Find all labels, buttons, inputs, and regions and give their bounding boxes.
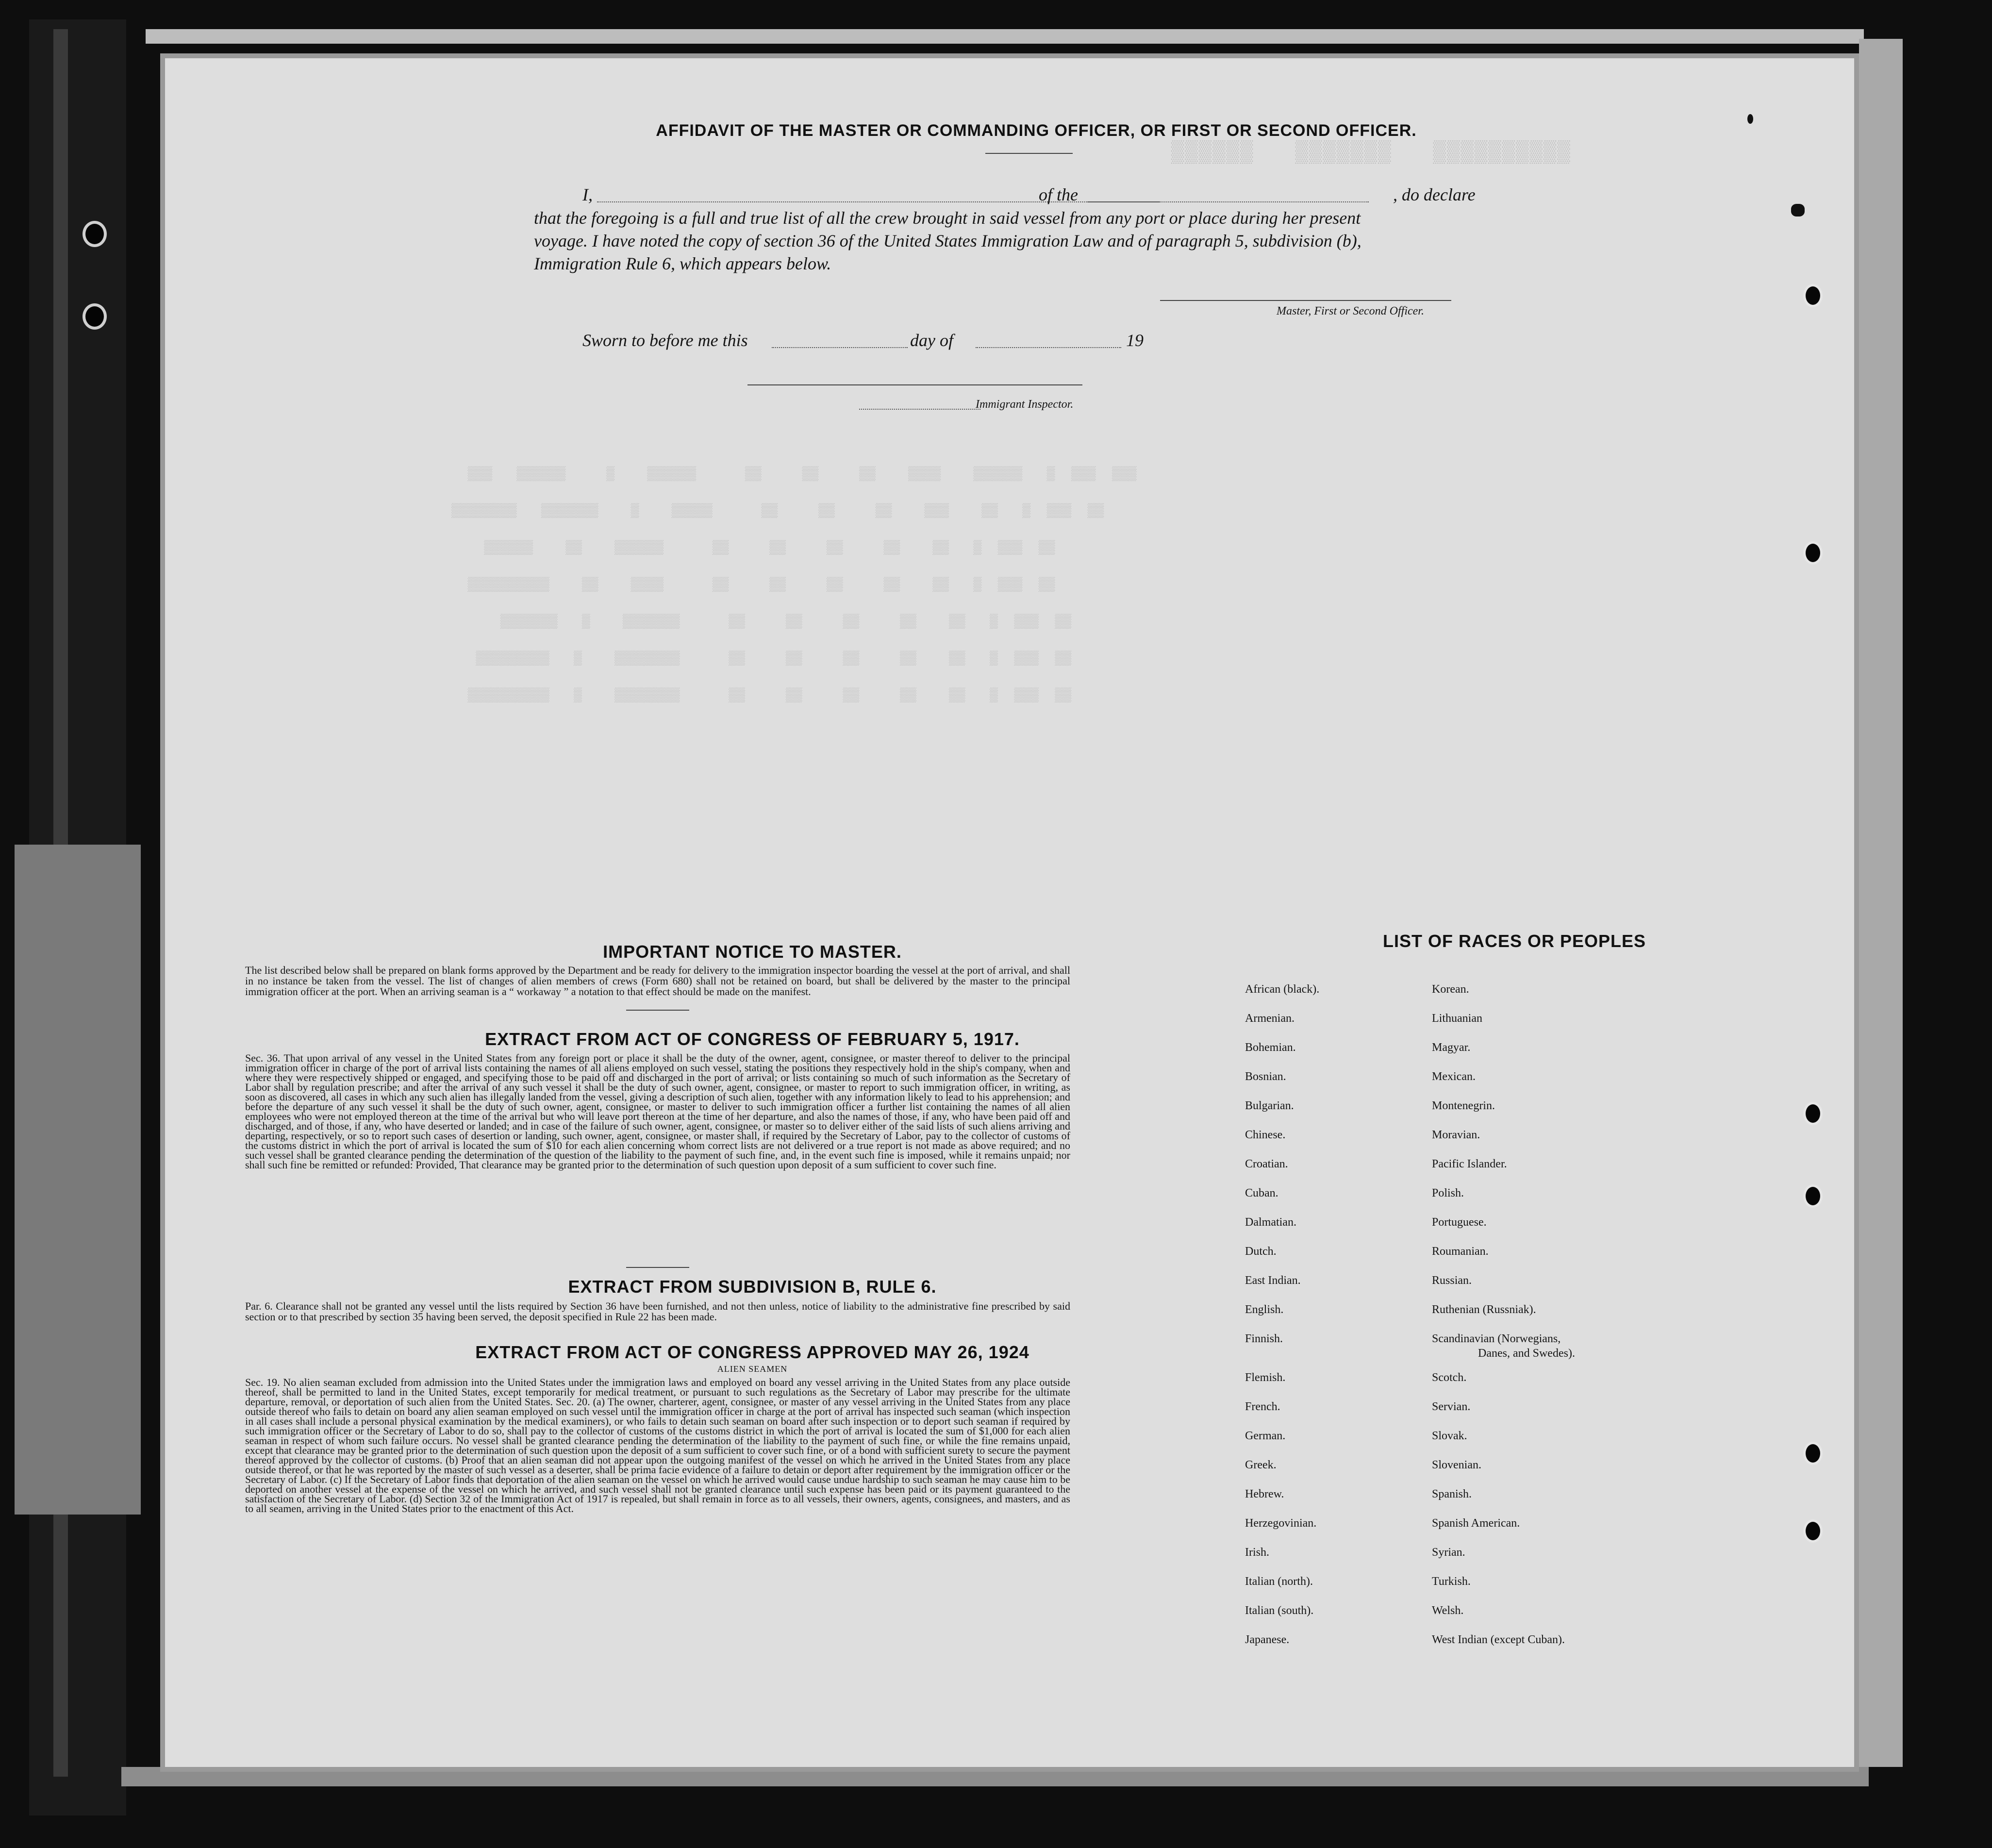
sworn-month-field[interactable] <box>976 347 1121 348</box>
race-left: Japanese. <box>1245 1633 1290 1646</box>
race-right: Moravian. <box>1432 1129 1480 1141</box>
race-right: West Indian (except Cuban). <box>1432 1633 1565 1646</box>
punch-hole-icon <box>1803 541 1823 565</box>
race-left: Irish. <box>1245 1546 1269 1559</box>
extract-1917-text: Sec. 36. That upon arrival of any vessel in the United States from any foreign port or place it shall be the duty of the owner, agent, consignee, or master thereof to deliver to the principal immigration officer in charge of the port of arrival lists containing the names of all aliens employed on such vessel, stating the positions they respectively hold in the ship's company, when and where they were respectively shipped or engaged, and specifying those to be paid off and discharged in the port of arrival; or lists containing so much of such information as the Secretary of Labor shall by regulation prescribe; and after the arrival of any such vessel it shall be the duty of such owner, agent, consignee, or master to report to such immigration officer, in writing, as soon as discovered, all cases in which any such alien has illegally landed from the vessel, giving a description of such alien, together with any information likely to lead to his apprehension; and before the departure of any such vessel it shall be the duty of such owner, agent, consignee, or master to deliver to such immigration officer a further list containing the names of all alien employees who were not employed thereon at the time of the arrival but who will leave port thereon at the time of her departure, and also the names of those, if any, who have been paid off and discharged, and of those, if any, who have deserted or landed; and in case of the failure of such owner, agent, consignee, or master so to deliver either of the said lists of such aliens arriving and departing, respectively, or so to report such cases of desertion or landing, such owner, agent, consignee, or master shall, if required by the Secretary of Labor, pay to the collector of customs of the customs district in which the port of arrival is located the sum of $10 for each alien concerning whom correct lists are not delivered or a true report is not made as above required; and no such vessel shall be granted clearance pending the determination of the question of the liability to the payment of such fine, and, in the event such fine is imposed, while it remains unpaid; nor shall such fine be remitted or refunded: Provided, That clearance may be granted prior to the determination of such question upon deposit of a sum sufficient to cover such fine. <box>245 1052 1070 1171</box>
punch-hole-icon <box>1803 284 1823 307</box>
race-right: Pacific Islander. <box>1432 1158 1507 1170</box>
races-list <box>1245 983 1779 1701</box>
binder-hole-icon <box>83 221 107 247</box>
race-right: Spanish American. <box>1432 1517 1520 1530</box>
race-left: Greek. <box>1245 1459 1277 1471</box>
races-title: LIST OF RACES OR PEOPLES <box>1382 931 1646 951</box>
extract-1917-title: EXTRACT FROM ACT OF CONGRESS OF FEBRUARY 5, 1917. <box>485 1029 1020 1049</box>
race-left: Croatian. <box>1245 1158 1288 1170</box>
notice-text: The list described below shall be prepared on blank forms approved by the Department and be ready for delivery to the immigration inspector boarding the vessel at the port of arrival, and shall in no instance be taken from the vessel. The list of changes of alien members of crews (Form 680) shall not be retained on board, but shall be delivered by the master to the principal immigration officer at the port. When an arriving seaman is a “ workaway ” a notation to that effect should be made on the manifest. <box>245 964 1070 998</box>
master-signature-line[interactable] <box>1160 300 1451 301</box>
race-left: Dutch. <box>1245 1245 1277 1258</box>
race-right: Mexican. <box>1432 1070 1476 1083</box>
year-label: 19 <box>1126 331 1144 350</box>
race-right: Slovak. <box>1432 1430 1467 1442</box>
master-caption: Master, First or Second Officer. <box>1277 305 1424 317</box>
affidavit-title: AFFIDAVIT OF THE MASTER OR COMMANDING OFFICER, OR FIRST OR SECOND OFFICER. <box>656 121 1417 140</box>
affidavit-line-4: Immigration Rule 6, which appears below. <box>534 254 831 273</box>
sheet-edge <box>1859 39 1903 1767</box>
race-left: Hebrew. <box>1245 1488 1284 1500</box>
race-right: Welsh. <box>1432 1604 1464 1617</box>
race-left: Italian (south). <box>1245 1604 1314 1617</box>
race-right-continued: Danes, and Swedes). <box>1478 1347 1575 1360</box>
race-right: Slovenian. <box>1432 1459 1481 1471</box>
extract-rule6-title: EXTRACT FROM SUBDIVISION B, RULE 6. <box>568 1277 937 1297</box>
race-right: Lithuanian <box>1432 1012 1482 1025</box>
punch-hole-icon <box>1803 1184 1823 1208</box>
race-left: Italian (north). <box>1245 1575 1313 1588</box>
extract-1924-subtitle: ALIEN SEAMEN <box>717 1364 788 1374</box>
sworn-label: Sworn to before me this <box>582 331 748 350</box>
race-right: Turkish. <box>1432 1575 1471 1588</box>
race-right: Scotch. <box>1432 1371 1467 1384</box>
notice-title: IMPORTANT NOTICE TO MASTER. <box>603 942 902 962</box>
race-right: Montenegrin. <box>1432 1099 1495 1112</box>
manifest-page <box>160 53 1859 1772</box>
sworn-day-field[interactable] <box>772 347 908 348</box>
title-underline <box>985 153 1073 154</box>
race-left: African (black). <box>1245 983 1320 996</box>
race-left: English. <box>1245 1303 1284 1316</box>
extract-rule6-text: Par. 6. Clearance shall not be granted any vessel until the lists required by Section 36 have been furnished, and not then unless, notice of liability to the administrative fine prescribed by said section or to that prescribed by section 35 having been served, the deposit specified in Rule 22 has been made. <box>245 1300 1070 1323</box>
race-left: Bosnian. <box>1245 1070 1286 1083</box>
separator <box>626 1267 689 1268</box>
affidavit-i: I, <box>582 185 593 204</box>
day-of-label: day of <box>910 331 953 350</box>
race-right: Spanish. <box>1432 1488 1472 1500</box>
race-left: East Indian. <box>1245 1274 1301 1287</box>
race-right: Korean. <box>1432 983 1469 996</box>
separator <box>626 1010 689 1011</box>
sheet-edge <box>15 845 141 1515</box>
sheet-edge <box>146 29 1864 44</box>
punch-hole-icon <box>1803 1442 1823 1465</box>
race-right: Syrian. <box>1432 1546 1465 1559</box>
race-left: German. <box>1245 1430 1286 1442</box>
race-left: Armenian. <box>1245 1012 1295 1025</box>
race-right: Scandinavian (Norwegians, <box>1432 1332 1561 1345</box>
extract-1924-text: Sec. 19. No alien seaman excluded from admission into the United States under the immigration laws and employed on board any vessel arriving in the United States from any place outside thereof, shall be permitted to land in the United States, except temporarily for medical treatment, or pursuant to such regulations as the Secretary of Labor may prescribe for the ultimate departure, removal, or deportation of such alien from the United States. Sec. 20. (a) The owner, charterer, agent, consignee, or master of any vessel arriving in the United States from any place outside thereof who fails to detain on board any alien seaman employed on such vessel until the immigration officer in charge at the port of arrival has inspected such seaman (which inspection in all cases shall include a personal physical examination by the medical examiners), or who fails to detain such seaman on board after such inspection or to deport such seaman if required by such immigration officer or the Secretary of Labor to do so, shall pay to the collector of customs of the customs district in which the port of arrival is located the sum of $1,000 for each alien seaman in respect of whom such failure occurs. No vessel shall be granted clearance pending the determination of the liability to the payment of such fine, or while the fine remains unpaid, except that clearance may be granted prior to the determination of such question upon the deposit of a sum sufficient to cover such fine, or of a bond with sufficient surety to secure the payment thereof approved by the collector of customs. (b) Proof that an alien seaman did not appear upon the outgoing manifest of the vessel on which he arrived in the United States from any place outside thereof, or that he was reported by the master of such vessel as a deserter, shall be prima facie evidence of a failure to detain or deport after requirement by the immigration officer or the Secretary of Labor. (c) If the Secretary of Labor finds that deportation of the alien seaman on the vessel on which he arrived would cause undue hardship to such seaman he may cause him to be deported on another vessel at the expense of the vessel on which he arrived, and such vessel shall not be granted clearance until such expense has been paid or its payment guaranteed to the satisfaction of the Secretary of Labor. (d) Section 32 of the Immigration Act of 1917 is repealed, but shall remain in force as to all vessels, their owners, agents, consignees, and masters, and as to all seamen, arriving in the United States prior to the enactment of this Act. <box>245 1376 1070 1515</box>
race-right: Ruthenian (Russniak). <box>1432 1303 1536 1316</box>
race-left: Bohemian. <box>1245 1041 1296 1054</box>
race-right: Magyar. <box>1432 1041 1471 1054</box>
race-left: Chinese. <box>1245 1129 1286 1141</box>
affidavit-line-2: that the foregoing is a full and true list of all the crew brought in said vessel from any port or place during her present <box>534 208 1361 228</box>
race-left: Flemish. <box>1245 1371 1286 1384</box>
ink-mark <box>1791 204 1805 216</box>
race-left: Dalmatian. <box>1245 1216 1296 1229</box>
race-left: Finnish. <box>1245 1332 1283 1345</box>
race-left: Bulgarian. <box>1245 1099 1294 1112</box>
affidavit-of-the: of the <box>1039 185 1078 204</box>
bleed-through-rows: ▒▒▒ ▒▒▒▒▒▒ ▒ ▒▒▒▒▒▒ ▒▒ ▒▒ ▒▒ ▒▒▒▒ ▒▒▒▒▒▒ ▒ ▒▒▒ ▒▒▒ ▒▒▒▒▒▒▒▒ ▒▒▒▒▒▒▒ ▒ ▒▒▒▒▒ ▒▒ ▒▒ ▒▒ ▒▒▒ ▒▒ ▒ ▒▒▒ ▒▒ ▒▒▒▒▒▒ ▒▒ ▒▒▒▒▒▒ ▒▒ ▒▒ ▒▒ ▒▒ ▒▒ ▒ ▒▒▒ ▒▒ ▒▒▒▒▒▒▒▒▒▒ ▒▒ ▒▒▒▒ ▒▒ ▒▒ ▒▒ ▒▒ ▒▒ ▒ ▒▒▒ ▒▒ ▒▒▒▒▒▒▒ ▒ ▒▒▒▒▒▒▒ ▒▒ ▒▒ ▒▒ ▒▒ ▒▒ ▒ ▒▒▒ ▒▒ ▒▒▒▒▒▒▒▒▒ ▒ ▒▒▒▒▒▒▒▒ ▒▒ ▒▒ ▒▒ ▒▒ ▒▒ ▒ ▒▒▒ ▒▒ ▒▒▒▒▒▒▒▒▒▒ ▒ ▒▒▒▒▒▒▒▒ ▒▒ ▒▒ ▒▒ ▒▒ ▒▒ ▒ ▒▒▒ ▒▒ <box>451 467 1137 703</box>
race-right: Servian. <box>1432 1400 1471 1413</box>
extract-1924-title: EXTRACT FROM ACT OF CONGRESS APPROVED MAY 26, 1924 <box>475 1342 1029 1362</box>
binder-hole-icon <box>83 303 107 330</box>
race-left: Cuban. <box>1245 1187 1278 1199</box>
race-left: Herzegovinian. <box>1245 1517 1317 1530</box>
inspector-caption: Immigrant Inspector. <box>976 398 1074 411</box>
bleed-through-text: ▒▒▒▒▒▒ ▒▒▒▒▒▒▒ ▒▒▒▒▒▒▒▒▒▒ <box>937 141 1571 165</box>
punch-hole-icon <box>1803 1519 1823 1543</box>
race-left: French. <box>1245 1400 1280 1413</box>
vessel-name-field[interactable] <box>1087 201 1369 202</box>
ink-mark <box>1747 114 1753 124</box>
race-right: Roumanian. <box>1432 1245 1489 1258</box>
race-right: Portuguese. <box>1432 1216 1487 1229</box>
inspector-signature-line[interactable] <box>747 384 1082 385</box>
race-right: Polish. <box>1432 1187 1464 1199</box>
race-right: Russian. <box>1432 1274 1472 1287</box>
inspector-line-short <box>859 409 980 410</box>
punch-hole-icon <box>1803 1102 1823 1125</box>
affidavit-line-3: voyage. I have noted the copy of section 36 of the United States Immigration Law and of paragraph 5, subdivision (b), <box>534 231 1361 250</box>
affidavit-declare: , do declare <box>1393 185 1476 204</box>
